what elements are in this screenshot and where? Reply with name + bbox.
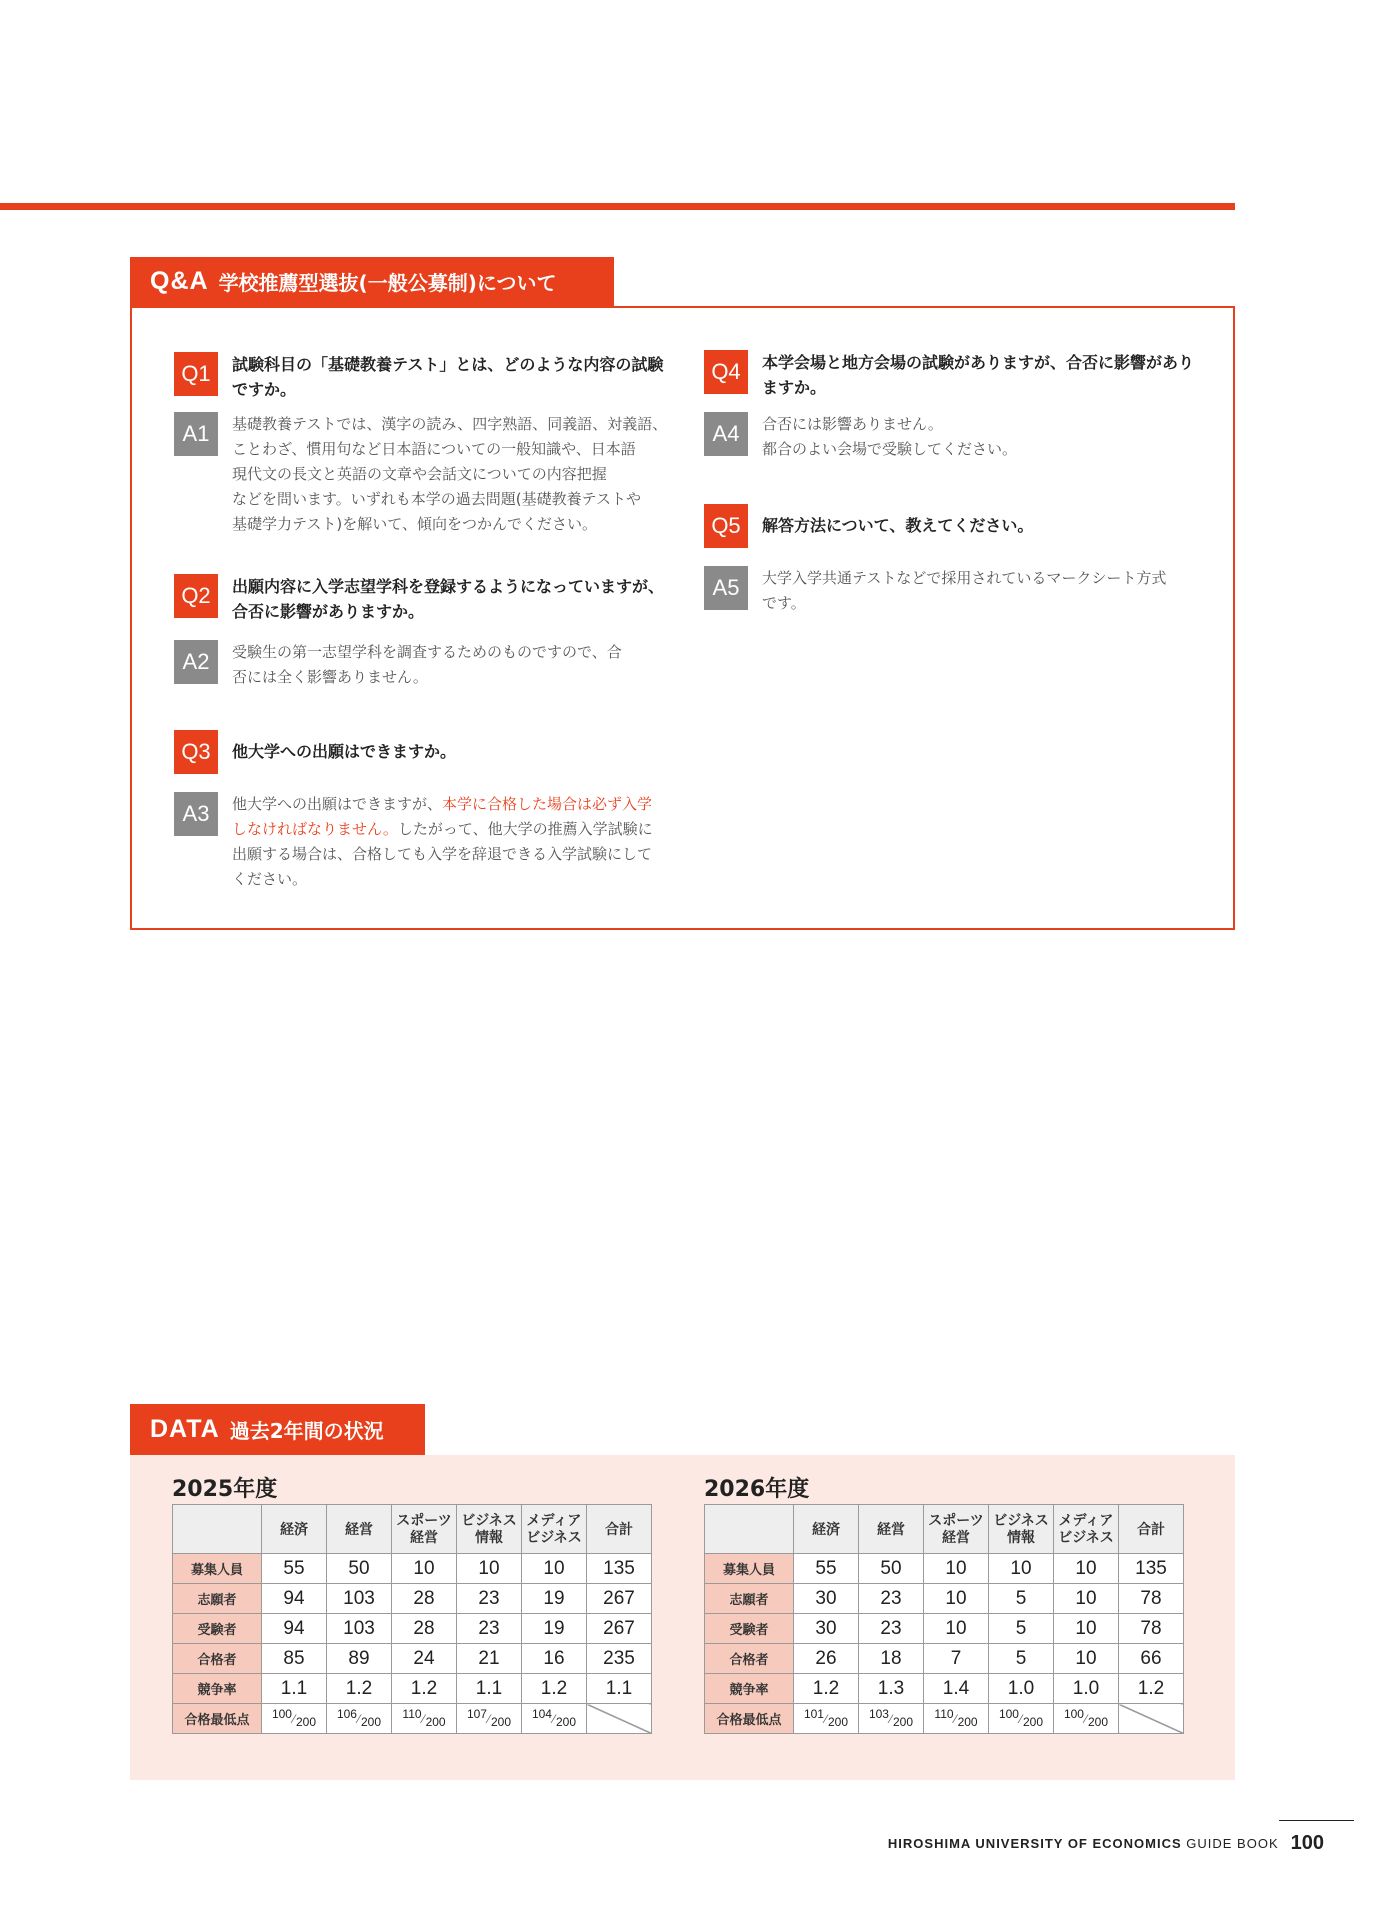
- column-header: スポーツ 経営: [924, 1505, 989, 1554]
- table-cell: 94: [262, 1584, 327, 1614]
- year-title-2025: 2025年度: [172, 1477, 278, 1502]
- qa-answer-1: [174, 412, 667, 537]
- year-title-2026: 2026年度: [704, 1477, 810, 1502]
- qa-question-4: [704, 350, 1194, 400]
- table-cell: 1.0: [1054, 1674, 1119, 1704]
- table-cell: 10: [457, 1554, 522, 1584]
- table-cell: 1.1: [262, 1674, 327, 1704]
- row-header: 募集人員: [705, 1554, 794, 1584]
- min-score-cell: 103⁄200: [859, 1704, 924, 1734]
- table-cell: 10: [924, 1614, 989, 1644]
- table-cell: 30: [794, 1614, 859, 1644]
- table-row: [173, 1674, 652, 1704]
- table-cell: 10: [522, 1554, 587, 1584]
- a2-badge: A2: [174, 640, 218, 684]
- row-header: 志願者: [173, 1584, 262, 1614]
- table-cell: 50: [327, 1554, 392, 1584]
- table-cell: 5: [989, 1644, 1054, 1674]
- q2-text: 出願内容に入学志望学科を登録するようになっていますが、 合否に影響がありますか。: [232, 577, 665, 621]
- min-score-cell: 110⁄200: [392, 1704, 457, 1734]
- table-row-min-score: [173, 1704, 652, 1734]
- table-cell: 30: [794, 1584, 859, 1614]
- table-row: [173, 1584, 652, 1614]
- table-cell: 10: [924, 1554, 989, 1584]
- table-cell: 1.2: [522, 1674, 587, 1704]
- table-cell: 10: [1054, 1614, 1119, 1644]
- table-cell: 103: [327, 1614, 392, 1644]
- column-header: メディア ビジネス: [1054, 1505, 1119, 1554]
- q4-text: 本学会場と地方会場の試験がありますが、合否に影響があり ますか。: [762, 353, 1195, 397]
- table-cell: 23: [457, 1614, 522, 1644]
- table-cell: 19: [522, 1584, 587, 1614]
- table-cell: 7: [924, 1644, 989, 1674]
- column-header: 経済: [262, 1505, 327, 1554]
- qa-box: [130, 306, 1235, 930]
- column-header: 合計: [1119, 1505, 1184, 1554]
- qa-question-3: [174, 730, 456, 774]
- table-cell: 10: [1054, 1554, 1119, 1584]
- table-row: [705, 1674, 1184, 1704]
- empty-diagonal-cell: [1119, 1704, 1184, 1734]
- a5-text: 大学入学共通テストなどで採用されているマークシート方式 です。: [762, 569, 1167, 612]
- table-cell: 23: [859, 1614, 924, 1644]
- q1-badge: Q1: [174, 352, 218, 396]
- table-cell: 28: [392, 1614, 457, 1644]
- min-score-cell: 100⁄200: [262, 1704, 327, 1734]
- a3-text: 他大学への出願はできますが、本学に合格した場合は必ず入学 しなければなりません。したがって、他大学の推薦入学試験に 出願する場合は、合格しても入学を辞退できる入学試験にして ください。: [232, 795, 653, 888]
- q5-badge: Q5: [704, 504, 748, 548]
- column-header: 経営: [859, 1505, 924, 1554]
- stats-table-2026: [704, 1504, 1184, 1734]
- column-header: 経済: [794, 1505, 859, 1554]
- table-row: [705, 1614, 1184, 1644]
- column-header: ビジネス 情報: [457, 1505, 522, 1554]
- min-score-cell: 110⁄200: [924, 1704, 989, 1734]
- table-cell: 103: [327, 1584, 392, 1614]
- min-score-cell: 104⁄200: [522, 1704, 587, 1734]
- table-cell: 78: [1119, 1614, 1184, 1644]
- table-cell: 1.2: [1119, 1674, 1184, 1704]
- table-row: [705, 1584, 1184, 1614]
- q2-badge: Q2: [174, 574, 218, 618]
- row-header: 競争率: [705, 1674, 794, 1704]
- table-row: [173, 1644, 652, 1674]
- table-cell: 1.2: [794, 1674, 859, 1704]
- table-cell: 10: [1054, 1584, 1119, 1614]
- a3-highlight-2: しなければなりません。: [232, 820, 398, 838]
- min-score-cell: 107⁄200: [457, 1704, 522, 1734]
- table-cell: 23: [859, 1584, 924, 1614]
- table-cell: 50: [859, 1554, 924, 1584]
- a2-text: 受験生の第一志望学科を調査するためのものですので、合 否には全く影響ありません。: [232, 643, 622, 686]
- table-cell: 85: [262, 1644, 327, 1674]
- min-score-cell: 106⁄200: [327, 1704, 392, 1734]
- table-cell: 1.2: [327, 1674, 392, 1704]
- column-header: 合計: [587, 1505, 652, 1554]
- q5-text: 解答方法について、教えてください。: [762, 516, 1034, 535]
- table-cell: 135: [1119, 1554, 1184, 1584]
- data-tab-title: DATA: [150, 1415, 220, 1443]
- column-header: スポーツ 経営: [392, 1505, 457, 1554]
- qa-answer-3: [174, 792, 653, 892]
- qa-question-2: [174, 574, 664, 624]
- table-cell: 55: [262, 1554, 327, 1584]
- table-cell: 24: [392, 1644, 457, 1674]
- row-header: 合格者: [705, 1644, 794, 1674]
- min-score-cell: 100⁄200: [989, 1704, 1054, 1734]
- table-cell: 10: [924, 1584, 989, 1614]
- top-rule: [0, 203, 1235, 210]
- table-header-row: [705, 1505, 1184, 1554]
- table-row-min-score: [705, 1704, 1184, 1734]
- table-cell: 1.4: [924, 1674, 989, 1704]
- table-row: [173, 1614, 652, 1644]
- a1-text: 基礎教養テストでは、漢字の読み、四字熟語、同義語、対義語、 ことわざ、慣用句など日本語についての一般知識や、日本語 現代文の長文と英語の文章や会話文についての内容把握 などを問います。いずれも本学の過去問題(基礎教養テストや 基礎学力テスト)を解いて、傾向をつかんでください。: [232, 415, 668, 533]
- qa-answer-5: [704, 566, 1166, 616]
- qa-answer-2: [174, 640, 622, 690]
- table-row: [705, 1644, 1184, 1674]
- stats-table-2025: [172, 1504, 652, 1734]
- table-cell: 10: [1054, 1644, 1119, 1674]
- table-corner-cell: [173, 1505, 262, 1554]
- row-header: 競争率: [173, 1674, 262, 1704]
- footer-rule: [1279, 1820, 1354, 1821]
- a3-badge: A3: [174, 792, 218, 836]
- min-score-cell: 100⁄200: [1054, 1704, 1119, 1734]
- table-cell: 267: [587, 1584, 652, 1614]
- table-cell: 135: [587, 1554, 652, 1584]
- data-section-tab: [130, 1404, 425, 1455]
- table-cell: 1.1: [457, 1674, 522, 1704]
- table-header-row: [173, 1505, 652, 1554]
- table-cell: 1.0: [989, 1674, 1054, 1704]
- table-cell: 89: [327, 1644, 392, 1674]
- empty-diagonal-cell: [587, 1704, 652, 1734]
- table-cell: 21: [457, 1644, 522, 1674]
- table-cell: 1.3: [859, 1674, 924, 1704]
- table-cell: 5: [989, 1614, 1054, 1644]
- data-tab-subtitle: 過去2年間の状況: [229, 1419, 384, 1443]
- q1-text: 試験科目の「基礎教養テスト」とは、どのような内容の試験 ですか。: [232, 355, 664, 399]
- table-cell: 1.2: [392, 1674, 457, 1704]
- table-cell: 66: [1119, 1644, 1184, 1674]
- qa-question-1: [174, 352, 663, 402]
- row-header: 受験者: [705, 1614, 794, 1644]
- page-number: 100: [1290, 1832, 1324, 1854]
- table-cell: 10: [392, 1554, 457, 1584]
- a5-badge: A5: [704, 566, 748, 610]
- table-cell: 18: [859, 1644, 924, 1674]
- table-cell: 26: [794, 1644, 859, 1674]
- table-cell: 10: [989, 1554, 1054, 1584]
- table-cell: 23: [457, 1584, 522, 1614]
- min-score-cell: 101⁄200: [794, 1704, 859, 1734]
- table-row: [705, 1554, 1184, 1584]
- column-header: 経営: [327, 1505, 392, 1554]
- column-header: ビジネス 情報: [989, 1505, 1054, 1554]
- table-cell: 267: [587, 1614, 652, 1644]
- row-header: 募集人員: [173, 1554, 262, 1584]
- row-header: 志願者: [705, 1584, 794, 1614]
- q4-badge: Q4: [704, 350, 748, 394]
- qa-answer-4: [704, 412, 1017, 462]
- table-cell: 19: [522, 1614, 587, 1644]
- qa-tab-subtitle: 学校推薦型選抜(一般公募制)について: [218, 271, 557, 295]
- row-header: 受験者: [173, 1614, 262, 1644]
- a4-badge: A4: [704, 412, 748, 456]
- table-cell: 235: [587, 1644, 652, 1674]
- q3-badge: Q3: [174, 730, 218, 774]
- row-header: 合格最低点: [173, 1704, 262, 1734]
- a3-highlight-1: 本学に合格した場合は必ず入学: [442, 795, 653, 813]
- a1-badge: A1: [174, 412, 218, 456]
- table-cell: 16: [522, 1644, 587, 1674]
- qa-question-5: [704, 504, 1033, 548]
- row-header: 合格者: [173, 1644, 262, 1674]
- table-corner-cell: [705, 1505, 794, 1554]
- table-cell: 1.1: [587, 1674, 652, 1704]
- column-header: メディア ビジネス: [522, 1505, 587, 1554]
- table-cell: 5: [989, 1584, 1054, 1614]
- row-header: 合格最低点: [705, 1704, 794, 1734]
- table-cell: 94: [262, 1614, 327, 1644]
- qa-section-tab: [130, 257, 614, 306]
- table-cell: 55: [794, 1554, 859, 1584]
- q3-text: 他大学への出願はできますか。: [232, 742, 457, 761]
- table-row: [173, 1554, 652, 1584]
- table-cell: 78: [1119, 1584, 1184, 1614]
- a4-text: 合否には影響ありません。 都合のよい会場で受験してください。: [762, 415, 1018, 458]
- qa-tab-title: Q&A: [150, 267, 209, 295]
- footer-guidebook-text: HIROSHIMA UNIVERSITY OF ECONOMICS GUIDE BOOK: [887, 1836, 1279, 1851]
- footer: [888, 1832, 1324, 1855]
- table-cell: 28: [392, 1584, 457, 1614]
